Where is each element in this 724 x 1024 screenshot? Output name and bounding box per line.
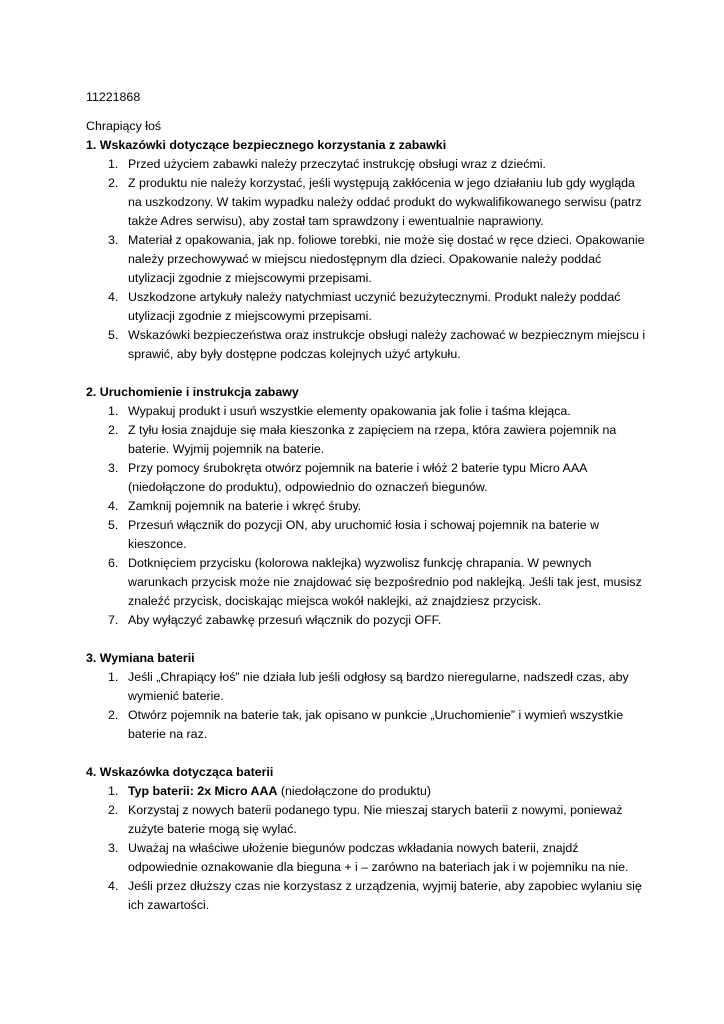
document-page — [86, 88, 646, 915]
list-item: 3. Uważaj na właściwe ułożenie biegunów podczas wkładania nowych baterii, znajdź odpowiednie oznakowanie dla bieguna + i – zarówno na bateriach jak i w pojemniku na nie. — [108, 841, 629, 874]
list-item: 5. Przesuń włącznik do pozycji ON, aby uruchomić łosia i schowaj pojemnik na baterie w kieszonce. — [108, 518, 600, 551]
battery-notes-list — [86, 782, 646, 915]
document-id: 11221868 — [86, 90, 141, 104]
section-safety — [86, 136, 646, 364]
list-item: 4. Zamknij pojemnik na baterie i wkręć śruby. — [108, 499, 362, 513]
battery-replacement-list — [86, 668, 646, 744]
list-item: 1. Jeśli „Chrapiący łoś” nie działa lub jeśli odgłosy są bardzo nieregularne, nadszedł czas, aby wymienić baterie. — [108, 670, 629, 703]
list-item: 1. Typ baterii: 2x Micro AAA (niedołączone do produktu) — [108, 784, 432, 798]
list-item: 2. Otwórz pojemnik na baterie tak, jak opisano w punkcie „Uruchomienie” i wymień wszystkie baterie na raz. — [108, 708, 624, 741]
section-title: 3. Wymiana baterii — [86, 651, 195, 665]
list-item: 1. Przed użyciem zabawki należy przeczytać instrukcję obsługi wraz z dziećmi. — [108, 157, 546, 171]
section-title: 1. Wskazówki dotyczące bezpiecznego korzystania z zabawki — [86, 138, 447, 152]
list-item: 3. Przy pomocy śrubokręta otwórz pojemnik na baterie i włóż 2 baterie typu Micro AAA (niedołączone do produktu), odpowiednio do oznaczeń biegunów. — [108, 461, 587, 494]
list-item: 6. Dotknięciem przycisku (kolorowa naklejka) wyzwolisz funkcję chrapania. W pewnych warunkach przycisk może nie znajdować się bezpośrednio pod naklejką. Jeśli tak jest, musisz znaleźć przycisk, dociskając miejsca wokół naklejki, aż znajdziesz przycisk. — [108, 556, 642, 608]
product-name: Chrapiący łoś — [86, 119, 162, 133]
list-item: 5. Wskazówki bezpieczeństwa oraz instrukcje obsługi należy zachować w bezpiecznym miejscu i sprawić, aby były dostępne podczas kolejnych użyć artykułu. — [108, 328, 646, 361]
section-startup — [86, 383, 646, 630]
section-title: 4. Wskazówka dotycząca baterii — [86, 765, 274, 779]
list-item: 3. Materiał z opakowania, jak np. foliowe torebki, nie może się dostać w ręce dzieci. Opakowanie należy przechowywać w miejscu niedostępnym dla dzieci. Opakowanie należy poddać utylizacji zgodnie z miejscowymi przepisami. — [108, 233, 645, 285]
list-item: 1. Wypakuj produkt i usuń wszystkie elementy opakowania jak folie i taśma klejąca. — [108, 404, 571, 418]
section-battery-notes — [86, 763, 646, 915]
list-item: 2. Z produktu nie należy korzystać, jeśli występują zakłócenia w jego działaniu lub gdy wygląda na uszkodzony. W takim wypadku należy oddać produkt do wykwalifikowanego serwisu (patrz także Adres serwisu), aby został tam sprawdzony i ewentualnie naprawiony. — [108, 176, 642, 228]
section-title: 2. Uruchomienie i instrukcja zabawy — [86, 385, 299, 399]
safety-list — [86, 155, 646, 364]
list-item: 2. Z tyłu łosia znajduje się mała kieszonka z zapięciem na rzepa, która zawiera pojemnik na baterie. Wyjmij pojemnik na baterie. — [108, 423, 617, 456]
list-item: 7. Aby wyłączyć zabawkę przesuń włącznik do pozycji OFF. — [108, 613, 442, 627]
list-item: 4. Uszkodzone artykuły należy natychmiast uczynić bezużytecznymi. Produkt należy poddać utylizacji zgodnie z miejscowymi przepisami. — [108, 290, 621, 323]
startup-list — [86, 402, 646, 630]
battery-type-label: Typ baterii: 2x Micro AAA — [128, 784, 278, 798]
list-item: 2. Korzystaj z nowych baterii podanego typu. Nie mieszaj starych baterii z nowymi, ponieważ zużyte baterie mogą się wylać. — [108, 803, 623, 836]
section-battery-replacement — [86, 649, 646, 744]
list-item: 4. Jeśli przez dłuższy czas nie korzystasz z urządzenia, wyjmij baterie, aby zapobiec wylaniu się ich zawartości. — [108, 879, 642, 912]
